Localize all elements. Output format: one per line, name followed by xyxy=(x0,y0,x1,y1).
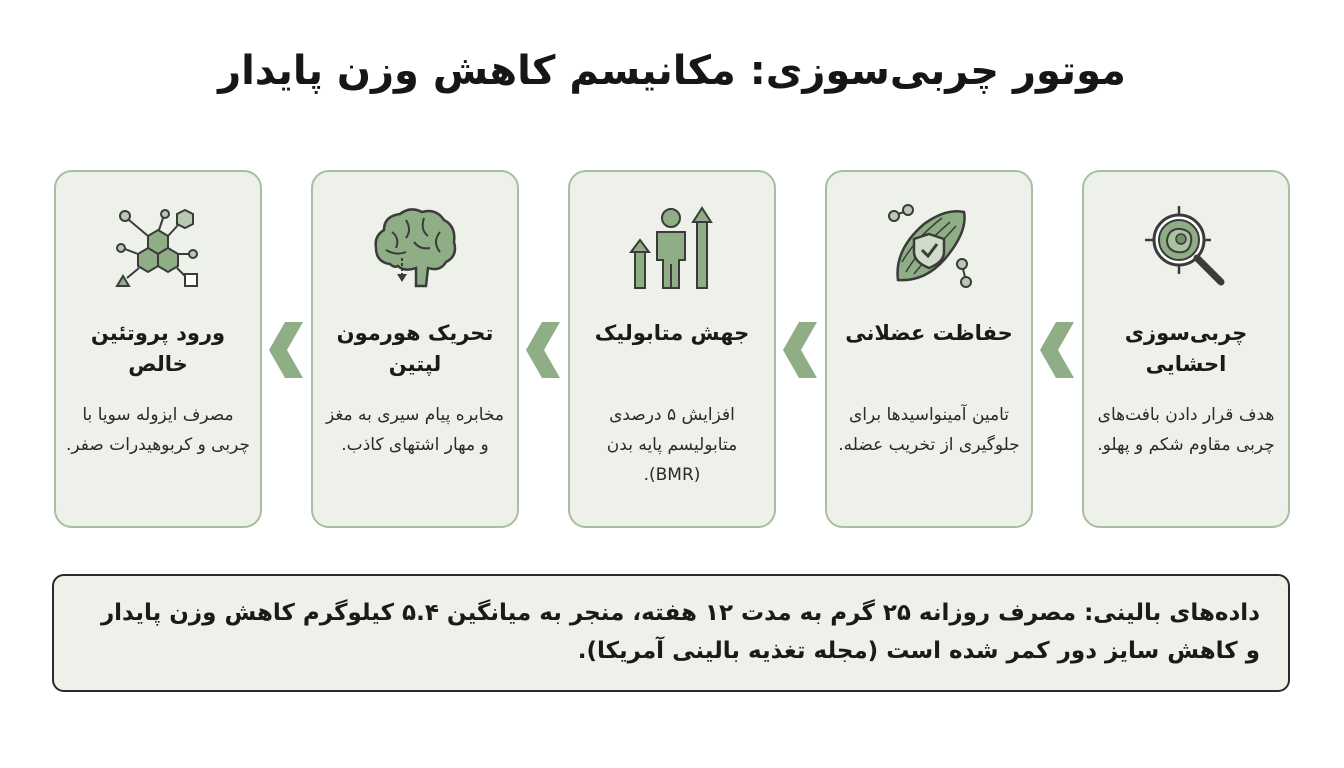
chevron-left-icon xyxy=(1040,322,1076,378)
step-title: جهش متابولیک xyxy=(594,321,750,345)
step-card-protein-intake xyxy=(54,170,262,528)
step-title: چربی‌سوزی احشایی xyxy=(1124,321,1248,376)
shielded-muscle-icon xyxy=(884,202,974,292)
step-title: ورود پروتئین خالص xyxy=(90,321,226,376)
step-card-leptin xyxy=(311,170,519,528)
clinical-data-note: داده‌های بالینی: مصرف روزانه ۲۵ گرم به مدت ۱۲ هفته، منجر به میانگین ۵.۴ کیلوگرم کاهش وزن پایدار و کاهش سایز دور کمر شده است (مجله تغذیه بالینی آمریکا). xyxy=(52,574,1290,692)
person-arrows-up-icon xyxy=(627,202,717,292)
step-description: تامین آمینواسیدها برای جلوگیری از تخریب عضله. xyxy=(838,405,1020,455)
step-description: مصرف ایزوله سویا با چربی و کربوهیدرات صفر. xyxy=(66,405,250,455)
magnifier-fat-cell-icon xyxy=(1141,202,1231,292)
chevron-left-icon xyxy=(269,322,305,378)
diagram-title: موتور چربی‌سوزی: مکانیسم کاهش وزن پایدار xyxy=(218,48,1126,94)
step-card-visceral-fat xyxy=(1082,170,1290,528)
chevron-left-icon xyxy=(783,322,819,378)
chevron-left-icon xyxy=(526,322,562,378)
step-title: تحریک هورمون لپتین xyxy=(336,321,494,376)
step-description: افزایش ۵ درصدی متابولیسم پایه بدن (BMR). xyxy=(606,405,738,485)
step-card-muscle-protection xyxy=(825,170,1033,528)
brain-icon xyxy=(370,202,460,292)
step-card-metabolic-boost xyxy=(568,170,776,528)
molecule-icon xyxy=(113,202,203,292)
step-description: هدف قرار دادن بافت‌های چربی مقاوم شکم و پهلو. xyxy=(1097,405,1275,455)
step-description: مخابره پیام سیری به مغز و مهار اشتهای کاذب. xyxy=(325,405,505,455)
step-title: حفاظت عضلانی xyxy=(845,321,1013,345)
